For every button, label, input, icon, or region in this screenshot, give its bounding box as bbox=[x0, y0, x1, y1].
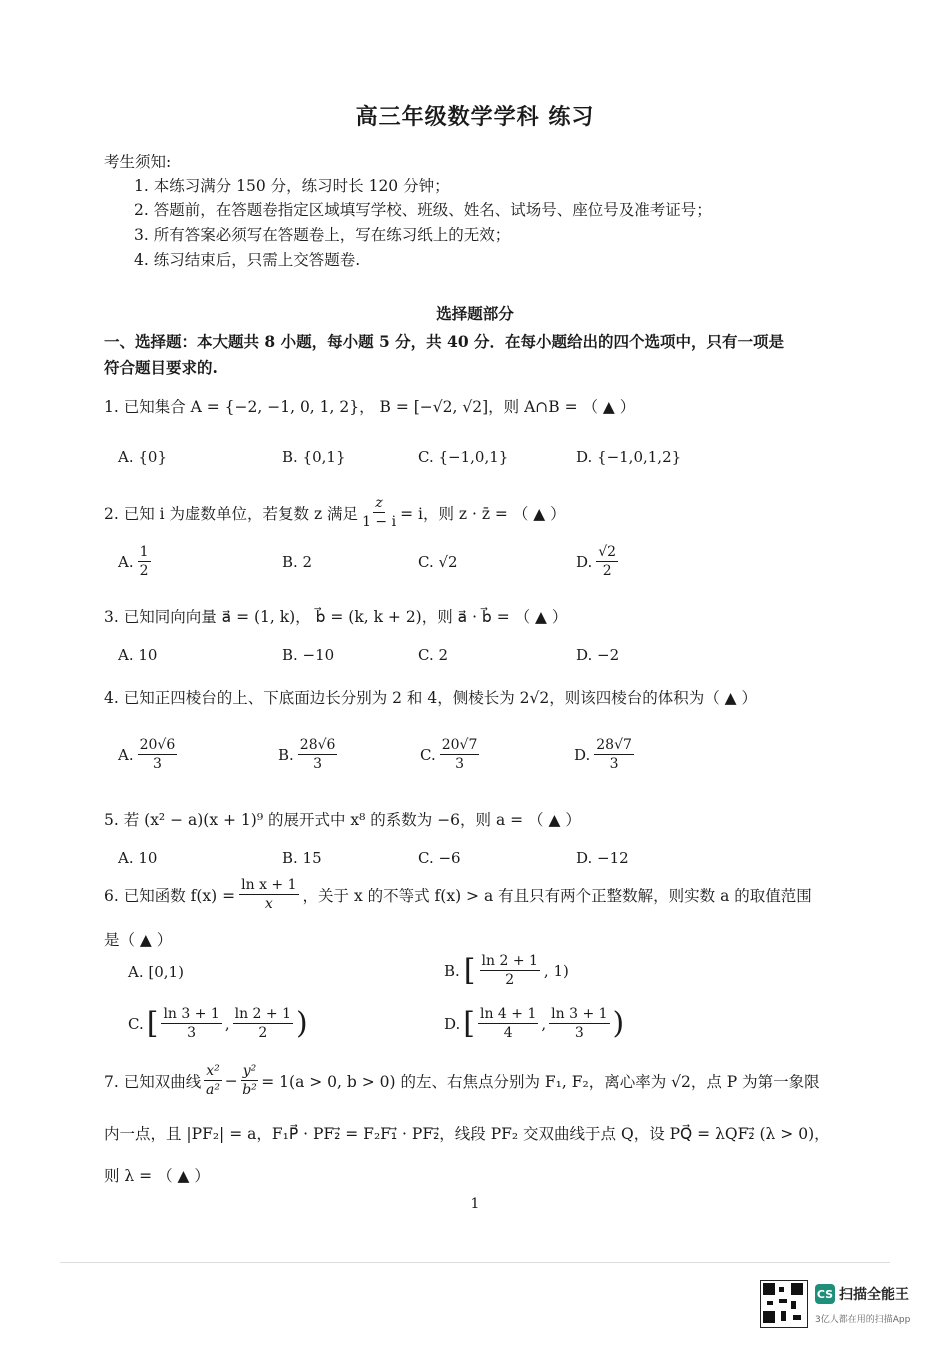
q6-c-frac1 bbox=[161, 1005, 221, 1042]
q7-frac1 bbox=[204, 1062, 222, 1099]
q6-b-tail: , 1) bbox=[543, 961, 569, 980]
q6-c1-num: ln 3 + 1 bbox=[163, 1006, 220, 1022]
q2-option-d bbox=[576, 543, 618, 580]
q5-option-c: C. −6 bbox=[418, 849, 461, 867]
q6-b-label: B. bbox=[444, 961, 460, 980]
q3-stem: 3. 已知同向向量 a⃗ = (1, k)， b⃗ = (k, k + 2)，则 a⃗ · b⃗ = （ ▲ ） bbox=[104, 608, 568, 626]
q7-minus: − bbox=[224, 1071, 238, 1090]
q4-b-label: B. bbox=[278, 745, 294, 764]
q4-option-b bbox=[278, 736, 337, 773]
q4-d-label: D. bbox=[574, 745, 591, 764]
q6-b-den: 2 bbox=[505, 972, 515, 988]
q4-a-frac bbox=[138, 736, 178, 773]
q6-d1-den: 4 bbox=[503, 1025, 513, 1041]
q4-c-label: C. bbox=[420, 745, 436, 764]
q6-c-bracket-close: ) bbox=[296, 1005, 308, 1041]
q6-c2-num: ln 2 + 1 bbox=[234, 1006, 291, 1022]
q7-line3: 则 λ = （ ▲ ） bbox=[104, 1167, 210, 1185]
q4-d-frac bbox=[594, 736, 634, 773]
q6-fraction bbox=[239, 876, 298, 913]
q3-option-b: B. −10 bbox=[282, 646, 335, 664]
q6-option-d bbox=[444, 1005, 624, 1042]
q2-option-c: C. √2 bbox=[418, 553, 458, 571]
q4-b-den: 3 bbox=[313, 756, 323, 772]
q4-b-num: 28√6 bbox=[299, 737, 336, 753]
q4-c-frac bbox=[440, 736, 480, 773]
q6-c-label: C. bbox=[128, 1014, 144, 1033]
q2-a-num: 1 bbox=[139, 544, 149, 560]
scanner-watermark bbox=[815, 1284, 909, 1304]
brand-name: 扫描全能王 bbox=[839, 1287, 909, 1303]
q6-d-bracket-open: [ bbox=[463, 1005, 475, 1041]
q7-frac2 bbox=[241, 1062, 259, 1099]
q4-d-den: 3 bbox=[609, 756, 619, 772]
q6-b-bracket: [ bbox=[463, 952, 476, 988]
brand-tagline: 3亿人都在用的扫描App bbox=[815, 1315, 911, 1325]
q3-option-d: D. −2 bbox=[576, 646, 620, 664]
page-title: 高三年级数学学科 练习 bbox=[355, 104, 595, 130]
footer-divider bbox=[60, 1262, 890, 1263]
q6-d-frac2 bbox=[549, 1005, 609, 1042]
q3-option-a: A. 10 bbox=[118, 646, 158, 664]
q6-option-b bbox=[444, 952, 569, 989]
q2-frac-den: 1 − i bbox=[362, 514, 397, 530]
q7-stem-pre: 7. 已知双曲线 bbox=[104, 1072, 202, 1091]
q7-line2: 内一点，且 |PF₂| = a，F₁P⃗ · PF₂⃗ = F₂F₁⃗ · PF₂⃗，线段 PF₂ 交双曲线于点 Q，设 PQ⃗ = λQF₂⃗ (λ > 0)， bbox=[104, 1125, 830, 1143]
part1-instruction-line1: 一、选择题：本大题共 8 小题，每小题 5 分，共 40 分．在每小题给出的四个选项中，只有一项是 bbox=[104, 332, 785, 351]
q6-stem bbox=[104, 876, 812, 913]
q2-d-label: D. bbox=[576, 552, 593, 571]
q7-stem bbox=[104, 1062, 820, 1099]
q4-stem: 4. 已知正四棱台的上、下底面边长分别为 2 和 4，侧棱长为 2√2，则该四棱台的体积为（ ▲ ） bbox=[104, 689, 758, 707]
page-number: 1 bbox=[470, 1196, 480, 1212]
part1-instruction-line2: 符合题目要求的. bbox=[104, 358, 218, 377]
q4-d-num: 28√7 bbox=[596, 737, 632, 753]
q2-d-den: 2 bbox=[602, 563, 612, 579]
q6-stem-line2: 是（ ▲ ） bbox=[104, 931, 173, 949]
q7-stem-post: = 1(a > 0, b > 0) 的左、右焦点分别为 F₁, F₂，离心率为 √2，点 P 为第一象限 bbox=[261, 1072, 820, 1091]
q2-a-den: 2 bbox=[139, 563, 149, 579]
q7-f2-num: y² bbox=[242, 1063, 257, 1079]
notice-item-1: 1. 本练习满分 150 分，练习时长 120 分钟； bbox=[134, 177, 450, 195]
q4-a-num: 20√6 bbox=[139, 737, 176, 753]
q7-f2-den: b² bbox=[242, 1082, 257, 1098]
section-title: 选择题部分 bbox=[436, 304, 514, 323]
q6-c-comma: , bbox=[224, 1014, 230, 1033]
q6-d2-num: ln 3 + 1 bbox=[551, 1006, 608, 1022]
q4-option-a bbox=[118, 736, 177, 773]
q6-stem-pre: 6. 已知函数 f(x) = bbox=[104, 886, 236, 905]
q2-stem-post: = i，则 z · z̄ = （ ▲ ） bbox=[400, 504, 566, 523]
q1-option-c: C. {−1,0,1} bbox=[418, 448, 509, 466]
q6-frac-den: x bbox=[264, 896, 273, 912]
q2-option-a bbox=[118, 543, 151, 580]
q6-d-bracket-close: ) bbox=[612, 1005, 625, 1041]
q4-c-num: 20√7 bbox=[441, 737, 478, 753]
q6-d-label: D. bbox=[444, 1014, 461, 1033]
q2-stem-pre: 2. 已知 i 为虚数单位，若复数 z 满足 bbox=[104, 504, 359, 523]
q5-stem: 5. 若 (x² − a)(x + 1)⁹ 的展开式中 x⁸ 的系数为 −6，则 a = （ ▲ ） bbox=[104, 811, 581, 829]
q2-frac-num: z bbox=[375, 495, 383, 511]
q4-a-den: 3 bbox=[152, 756, 162, 772]
q4-a-label: A. bbox=[118, 745, 134, 764]
q1-option-a: A. {0} bbox=[118, 448, 167, 466]
q6-c-bracket-open: [ bbox=[146, 1005, 159, 1041]
q6-frac-num: ln x + 1 bbox=[241, 877, 297, 893]
q7-f1-num: x² bbox=[206, 1063, 220, 1079]
q6-b-frac bbox=[480, 952, 540, 989]
q1-option-b: B. {0,1} bbox=[282, 448, 346, 466]
q5-option-a: A. 10 bbox=[118, 849, 158, 867]
cs-logo-icon: CS bbox=[815, 1284, 835, 1304]
q4-c-den: 3 bbox=[455, 756, 464, 772]
q5-option-b: B. 15 bbox=[282, 849, 322, 867]
notice-item-2: 2. 答题前，在答题卷指定区域填写学校、班级、姓名、试场号、座位号及准考证号； bbox=[134, 201, 712, 219]
notice-item-3: 3. 所有答案必须写在答题卷上，写在练习纸上的无效； bbox=[134, 226, 511, 244]
q2-option-b: B. 2 bbox=[282, 553, 313, 571]
q2-d-num: √2 bbox=[598, 544, 617, 560]
q7-f1-den: a² bbox=[205, 1082, 220, 1098]
qr-code bbox=[760, 1280, 808, 1328]
q6-option-a: A. [0,1) bbox=[128, 963, 184, 981]
q2-d-frac bbox=[596, 543, 618, 580]
q6-d-frac1 bbox=[478, 1005, 538, 1042]
q6-d2-den: 3 bbox=[574, 1025, 584, 1041]
q6-c-frac2 bbox=[233, 1005, 293, 1042]
notice-item-4: 4. 练习结束后，只需上交答题卷. bbox=[134, 251, 361, 269]
q4-option-d bbox=[574, 736, 634, 773]
q6-b-num: ln 2 + 1 bbox=[481, 953, 538, 969]
q6-d-comma: , bbox=[541, 1014, 547, 1033]
q6-d1-num: ln 4 + 1 bbox=[479, 1006, 537, 1022]
q4-b-frac bbox=[298, 736, 338, 773]
q3-option-c: C. 2 bbox=[418, 646, 449, 664]
q1-option-d: D. {−1,0,1,2} bbox=[576, 448, 682, 466]
q6-stem-post: ，关于 x 的不等式 f(x) > a 有且只有两个正整数解，则实数 a 的取值范围 bbox=[302, 886, 812, 905]
q6-c2-den: 2 bbox=[258, 1025, 268, 1041]
q2-fraction bbox=[362, 494, 396, 531]
q1-stem: 1. 已知集合 A = {−2, −1, 0, 1, 2}， B = [−√2, √2]，则 A∩B = （ ▲ ） bbox=[104, 398, 636, 416]
q6-option-c bbox=[128, 1005, 308, 1042]
q4-option-c bbox=[420, 736, 479, 773]
q2-a-frac bbox=[138, 543, 151, 580]
q5-option-d: D. −12 bbox=[576, 849, 629, 867]
q6-c1-den: 3 bbox=[187, 1025, 197, 1041]
notice-heading: 考生须知: bbox=[104, 153, 172, 171]
q2-stem bbox=[104, 494, 566, 531]
q2-a-label: A. bbox=[118, 552, 134, 571]
